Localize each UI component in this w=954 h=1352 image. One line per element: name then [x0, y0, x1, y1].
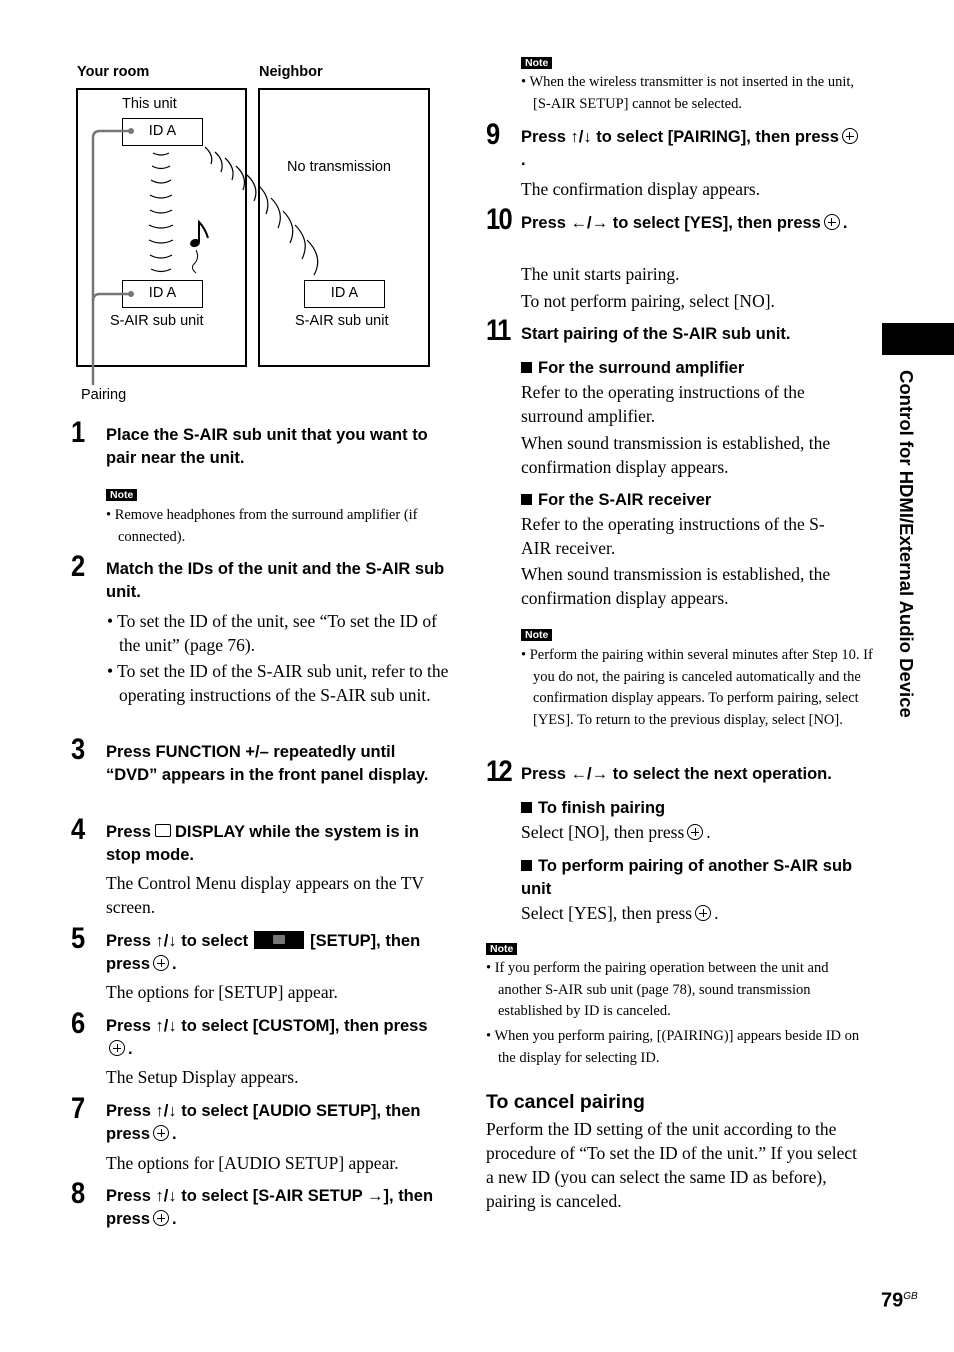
subheading-text: For the S-AIR receiver [538, 491, 712, 509]
toolbox-icon [254, 931, 304, 949]
subheading [521, 797, 861, 820]
step-8-text [106, 1185, 446, 1231]
punct: . [714, 903, 719, 923]
paragraph [521, 901, 861, 925]
step-10-main: Press ←/→ to select [YES], then press [521, 214, 821, 232]
step-5-text [106, 930, 446, 976]
enter-button-icon [153, 1210, 169, 1226]
paragraph: When sound transmission is established, the confirmation display appears. [521, 433, 831, 477]
step-7-text [106, 1100, 446, 1146]
step-4-pre: Press [106, 823, 151, 841]
step-10-number: 10 [486, 203, 511, 236]
enter-button-icon [687, 824, 703, 840]
subheading-text: To finish pairing [538, 799, 666, 817]
no-transmission-label: No transmission [287, 159, 391, 175]
subheading-text: For the surround amplifier [538, 359, 745, 377]
sub-unit-label-right: S-AIR sub unit [295, 313, 389, 329]
step-2-text: Match the IDs of the unit and the S-AIR sub unit. [106, 560, 445, 601]
step-5-number: 5 [71, 922, 84, 955]
section-tab [882, 323, 954, 355]
step-4-main: DISPLAY while the system is in stop mode. [106, 823, 419, 864]
step-7-main: Press ↑/↓ to select [AUDIO SETUP], then press [106, 1102, 421, 1143]
subheading [521, 357, 861, 380]
step-1-number: 1 [71, 416, 84, 449]
punct: . [128, 1040, 133, 1058]
paragraph-text: Select [YES], then press [521, 903, 693, 923]
diagram-lines-waves [0, 0, 440, 400]
enter-button-icon [824, 214, 840, 230]
step-6-number: 6 [71, 1007, 84, 1040]
id-box-unit: ID A [122, 118, 203, 146]
punct: . [706, 822, 711, 842]
step-5-body: The options for [SETUP] appear. [106, 982, 338, 1002]
note-badge: Note [486, 943, 517, 955]
sub-unit-label-left: S-AIR sub unit [110, 313, 204, 329]
punct: . [842, 214, 848, 232]
step-9-main: Press ↑/↓ to select [PAIRING], then press [521, 128, 839, 146]
id-box-sub-unit: ID A [122, 280, 203, 308]
subheading-text: To perform pairing of another S-AIR sub unit [521, 857, 853, 898]
music-note-icon [189, 222, 208, 273]
step-10-body: To not perform pairing, select [NO]. [521, 291, 775, 311]
step-3-number: 3 [71, 733, 84, 766]
step-10-body: The unit starts pairing. [521, 264, 680, 284]
note-text: • Perform the pairing within several minutes after Step 10. If you do not, the pairing is canceled automatically and the confirmation display appears. To perform pairing, select [YES]. To return to the previous display, select [NO]. [521, 647, 873, 728]
note-text: • When the wireless transmitter is not inserted in the unit, [S-AIR SETUP] cannot be selected. [521, 74, 855, 112]
paragraph: When sound transmission is established, the confirmation display appears. [521, 564, 831, 608]
paragraph: Refer to the operating instructions of the S-AIR receiver. [521, 514, 825, 558]
step-5-pre: Press ↑/↓ to select [106, 932, 249, 950]
your-room-label: Your room [77, 64, 150, 80]
punct: . [172, 1125, 177, 1143]
enter-button-icon [109, 1040, 125, 1056]
step-11-text: Start pairing of the S-AIR sub unit. [521, 325, 791, 343]
cancel-heading: To cancel pairing [486, 1091, 645, 1113]
section-title-vertical [892, 370, 918, 770]
step-2-bullet: • To set the ID of the unit, see “To set the ID of the unit” (page 76). [107, 611, 437, 655]
neighbor-label: Neighbor [259, 64, 323, 80]
step-4-number: 4 [71, 813, 84, 846]
step-4-body: The Control Menu display appears on the TV screen. [106, 873, 424, 917]
enter-button-icon [153, 955, 169, 971]
step-6-text [106, 1015, 446, 1061]
paragraph: Refer to the operating instructions of the surround amplifier. [521, 382, 805, 426]
id-box-neighbor: ID A [304, 280, 385, 308]
step-11-number: 11 [486, 314, 510, 347]
enter-button-icon [695, 905, 711, 921]
step-8-number: 8 [71, 1177, 84, 1210]
page-number-value: 79 [881, 1289, 904, 1312]
punct: . [172, 955, 177, 973]
note-badge: Note [106, 489, 137, 501]
punct: . [521, 151, 526, 169]
section-title-text: Control for HDMI/External Audio Device [896, 370, 917, 718]
step-6-main: Press ↑/↓ to select [CUSTOM], then press [106, 1017, 428, 1035]
note-text: • Remove headphones from the surround amplifier (if connected). [106, 507, 418, 545]
enter-button-icon [153, 1125, 169, 1141]
step-4-text [106, 821, 446, 867]
step-9-text [521, 126, 861, 172]
subheading [521, 489, 861, 512]
step-10-text [521, 212, 861, 235]
page-number [881, 1285, 918, 1313]
paragraph-text: Select [NO], then press [521, 822, 685, 842]
square-bullet-icon [521, 860, 532, 871]
note-text: • If you perform the pairing operation between the unit and another S-AIR sub unit (page 78), sound transmission established by ID is canceled. [486, 960, 829, 1019]
square-bullet-icon [521, 802, 532, 813]
subheading [521, 855, 861, 901]
step-9-number: 9 [486, 118, 499, 151]
step-5-main: [SETUP], then press [106, 932, 421, 973]
step-7-number: 7 [71, 1092, 84, 1125]
paragraph [521, 820, 861, 844]
enter-button-icon [842, 128, 858, 144]
step-2-number: 2 [71, 550, 84, 583]
step-3-text: Press FUNCTION +/– repeatedly until “DVD” appears in the front panel display. [106, 743, 429, 784]
cancel-body: Perform the ID setting of the unit according to the procedure of “To set the ID of the unit.” If you select a new ID (you can select the same ID as before), pairing is canceled. [486, 1119, 857, 1211]
step-6-body: The Setup Display appears. [106, 1067, 299, 1087]
square-bullet-icon [521, 494, 532, 505]
step-8-main: Press ↑/↓ to select [S-AIR SETUP →], then press [106, 1187, 434, 1228]
step-2-bullet: • To set the ID of the S-AIR sub unit, refer to the operating instructions of the S-AIR sub unit. [107, 661, 449, 705]
pairing-label: Pairing [81, 387, 127, 403]
punct: . [172, 1210, 177, 1228]
step-9-body: The confirmation display appears. [521, 179, 761, 199]
step-12-number: 12 [486, 755, 511, 788]
page-suffix: GB [903, 1291, 918, 1302]
step-12-text: Press ←/→ to select the next operation. [521, 765, 832, 783]
this-unit-label: This unit [122, 96, 177, 112]
display-icon [155, 824, 171, 837]
square-bullet-icon [521, 362, 532, 373]
note-text: • When you perform pairing, [(PAIRING)] appears beside ID on the display for selecting ID. [486, 1028, 860, 1066]
note-badge: Note [521, 629, 552, 641]
note-badge: Note [521, 57, 552, 69]
step-7-body: The options for [AUDIO SETUP] appear. [106, 1153, 399, 1173]
step-1-text: Place the S-AIR sub unit that you want to pair near the unit. [106, 426, 428, 467]
